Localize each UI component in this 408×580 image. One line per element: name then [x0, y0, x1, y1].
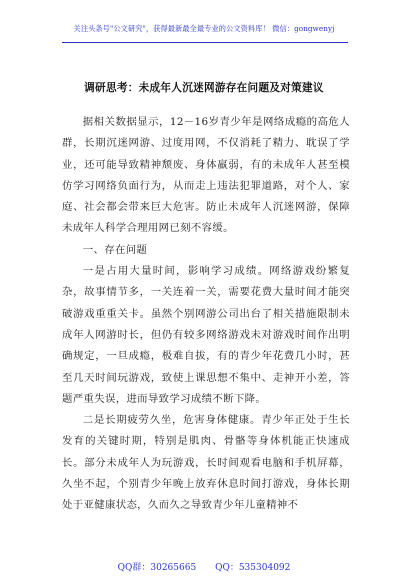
- document-body: [62, 112, 350, 517]
- footer-qq-group: QQ群：30265665: [117, 563, 197, 573]
- paragraph-problem-2: 二是长期疲劳久坐，危害身体健康。青少年正处于生长发育的关键时期，特别是肌肉、骨骼等身体机能正快速成长。部分未成年人为玩游戏，长时间观看电脑和手机屏幕，久坐不起，个别青少年晚上放弃休息时间打游戏，身体长期处于亚健康状态，久而久之导致青少年儿童精神不: [62, 414, 350, 512]
- paragraph-intro: 据相关数据显示，12－16岁青少年是网络成瘾的高危人群，长期沉迷网游、过度用网，不仅消耗了精力、耽误了学业，还可能导致精神颓废、身体羸弱，有的未成年人甚至模仿学习网络负面行为，从而走上违法犯罪道路，对个人、家庭、社会都会带来巨大危害。防止未成年人沉迷网游，保障未成年人科学合理用网已刻不容缓。: [62, 116, 350, 235]
- paragraph-problem-1: 一是占用大量时间，影响学习成绩。网络游戏纷繁复杂，故事情节多，一关连着一关，需要花费大量时间才能突破游戏重重关卡。虽然个别网游公司出台了相关措施限制未成年人网游时长，但仍有较多网络游戏未对游戏时间作出明确规定，一旦成瘾，极难自拔，有的青少年花费几小时，甚至几天时间玩游戏，致使上课思想不集中、走神开小差，答题严重失误，进而导致学习成绩不断下降。: [62, 265, 350, 405]
- document-title: 调研思考：未成年人沉迷网游存在问题及对策建议: [84, 82, 324, 94]
- footer-qq: QQ：535304092: [215, 563, 291, 573]
- section-heading-problems: 一、存在问题: [82, 243, 148, 256]
- footer-contact: [0, 560, 408, 573]
- header-divider: [62, 42, 348, 43]
- header-notice: 关注头条号"公文研究"，获得最新最全最专业的公文资料库！ 微信：gongwenyj: [73, 24, 335, 33]
